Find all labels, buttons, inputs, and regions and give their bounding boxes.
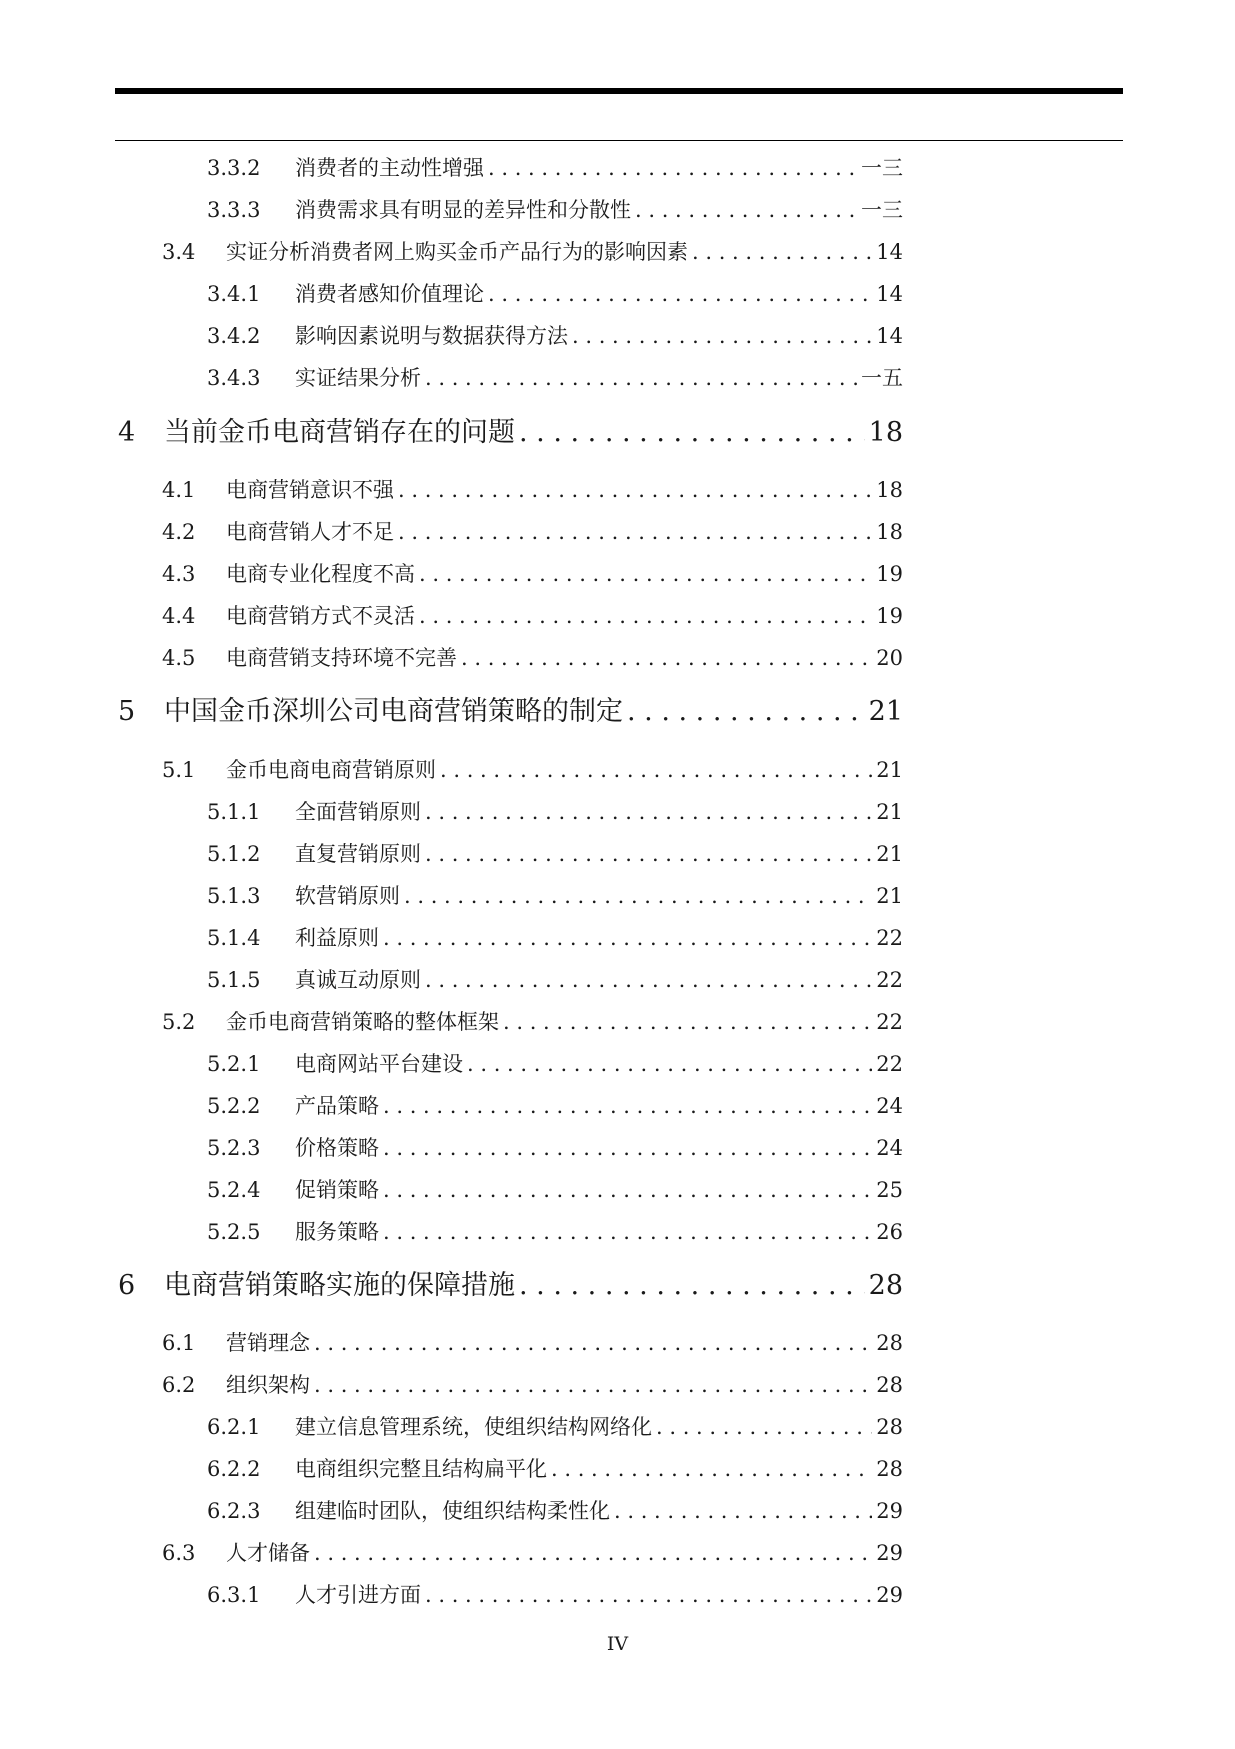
toc-page: 29 <box>876 1583 903 1607</box>
toc-page: 18 <box>868 417 903 448</box>
toc-title: 真诚互动原则 <box>295 968 421 992</box>
toc-page: 14 <box>876 324 903 348</box>
toc-number: 5 <box>118 696 136 727</box>
toc-number: 3.3.3 <box>207 198 261 222</box>
toc-title: 电商营销人才不足 <box>226 520 394 544</box>
toc-entry[interactable] <box>207 1174 903 1204</box>
toc-chapter-entry[interactable] <box>118 1263 903 1302</box>
toc-entry[interactable] <box>162 558 903 588</box>
toc-number: 5.1.4 <box>207 926 261 950</box>
toc-title: 当前金币电商营销存在的问题 <box>164 417 515 448</box>
toc-leader-dots <box>614 1499 872 1523</box>
toc-number: 5.1 <box>162 758 196 782</box>
toc-title: 实证结果分析 <box>295 366 421 390</box>
toc-title: 产品策略 <box>295 1094 379 1118</box>
toc-entry[interactable] <box>207 320 903 350</box>
toc-page: 22 <box>876 926 903 950</box>
toc-entry[interactable] <box>162 600 903 630</box>
toc-number: 4.1 <box>162 478 196 502</box>
toc-entry[interactable] <box>207 1579 903 1609</box>
toc-page: 21 <box>868 696 903 727</box>
toc-number: 5.1.5 <box>207 968 261 992</box>
toc-chapter-entry[interactable] <box>118 410 903 449</box>
toc-entry[interactable] <box>207 194 903 224</box>
toc-number: 6.2.2 <box>207 1457 261 1481</box>
toc-title: 组织架构 <box>226 1373 310 1397</box>
toc-number: 4.5 <box>162 646 196 670</box>
toc-number: 6.2.1 <box>207 1415 261 1439</box>
toc-leader-dots <box>425 968 872 992</box>
toc-page: 22 <box>876 1052 903 1076</box>
toc-leader-dots <box>572 324 872 348</box>
toc-title: 电商营销策略实施的保障措施 <box>164 1270 515 1301</box>
toc-title: 消费者的主动性增强 <box>295 156 484 180</box>
toc-page: 14 <box>876 240 903 264</box>
toc-number: 6 <box>118 1270 136 1301</box>
toc-page: 22 <box>876 1010 903 1034</box>
toc-page: 28 <box>876 1415 903 1439</box>
toc-title: 电商营销支持环境不完善 <box>226 646 457 670</box>
toc-title: 营销理念 <box>226 1331 310 1355</box>
toc-page: 19 <box>876 604 903 628</box>
toc-title: 消费需求具有明显的差异性和分散性 <box>295 198 631 222</box>
toc-number: 6.2 <box>162 1373 196 1397</box>
toc-entry[interactable] <box>162 1369 903 1399</box>
toc-leader-dots <box>440 758 872 782</box>
toc-title: 直复营销原则 <box>295 842 421 866</box>
toc-leader-dots <box>404 884 872 908</box>
toc-title: 电商网站平台建设 <box>295 1052 463 1076</box>
toc-title: 软营销原则 <box>295 884 400 908</box>
toc-title: 人才引进方面 <box>295 1583 421 1607</box>
toc-page: 25 <box>876 1178 903 1202</box>
toc-page: 26 <box>876 1220 903 1244</box>
toc-page: 29 <box>876 1499 903 1523</box>
toc-title: 金币电商电商营销原则 <box>226 758 436 782</box>
toc-page: 18 <box>876 520 903 544</box>
toc-leader-dots <box>425 1583 872 1607</box>
toc-title: 电商营销方式不灵活 <box>226 604 415 628</box>
toc-leader-dots <box>425 800 872 824</box>
toc-leader-dots <box>551 1457 872 1481</box>
toc-leader-dots <box>519 417 865 448</box>
toc-number: 5.1.3 <box>207 884 261 908</box>
toc-leader-dots <box>314 1331 872 1355</box>
toc-number: 5.2.2 <box>207 1094 261 1118</box>
page-number: IV <box>606 1633 629 1655</box>
toc-leader-dots <box>467 1052 872 1076</box>
toc-page: 一三 <box>861 198 903 222</box>
toc-title: 中国金币深圳公司电商营销策略的制定 <box>164 696 623 727</box>
toc-leader-dots <box>383 1220 872 1244</box>
toc-number: 6.3.1 <box>207 1583 261 1607</box>
toc-entry[interactable] <box>162 642 903 672</box>
toc-number: 3.4.1 <box>207 282 261 306</box>
toc-title: 组建临时团队，使组织结构柔性化 <box>295 1499 610 1523</box>
toc-entry[interactable] <box>207 922 903 952</box>
toc-title: 价格策略 <box>295 1136 379 1160</box>
toc-page: 29 <box>876 1541 903 1565</box>
toc-page: 21 <box>876 842 903 866</box>
toc-leader-dots <box>383 1094 872 1118</box>
toc-leader-dots <box>398 520 872 544</box>
toc-entry[interactable] <box>162 516 903 546</box>
toc-entry[interactable] <box>162 1327 903 1357</box>
toc-entry[interactable] <box>207 152 903 182</box>
toc-leader-dots <box>635 198 857 222</box>
toc-entry[interactable] <box>162 1006 903 1036</box>
toc-number: 5.1.2 <box>207 842 261 866</box>
toc-title: 实证分析消费者网上购买金币产品行为的影响因素 <box>226 240 688 264</box>
toc-leader-dots <box>398 478 872 502</box>
toc-number: 5.2 <box>162 1010 196 1034</box>
toc-page: 19 <box>876 562 903 586</box>
toc-title: 影响因素说明与数据获得方法 <box>295 324 568 348</box>
toc-page: 21 <box>876 884 903 908</box>
toc-leader-dots <box>488 156 857 180</box>
toc-title: 服务策略 <box>295 1220 379 1244</box>
toc-page: 21 <box>876 800 903 824</box>
toc-page: 14 <box>876 282 903 306</box>
toc-leader-dots <box>419 604 872 628</box>
toc-entry[interactable] <box>162 1537 903 1567</box>
toc-number: 5.1.1 <box>207 800 261 824</box>
toc-page: 18 <box>876 478 903 502</box>
toc-leader-dots <box>314 1373 872 1397</box>
toc-entry[interactable] <box>207 1090 903 1120</box>
toc-page: 24 <box>876 1094 903 1118</box>
toc-entry[interactable] <box>207 362 903 392</box>
toc-leader-dots <box>314 1541 872 1565</box>
toc-leader-dots <box>425 842 872 866</box>
toc-leader-dots <box>383 1178 872 1202</box>
toc-leader-dots <box>419 562 872 586</box>
toc-number: 4.2 <box>162 520 196 544</box>
toc-entry[interactable] <box>207 1216 903 1246</box>
toc-entry[interactable] <box>207 964 903 994</box>
toc-leader-dots <box>383 1136 872 1160</box>
toc-page: 28 <box>876 1373 903 1397</box>
toc-leader-dots <box>656 1415 872 1439</box>
toc-number: 6.2.3 <box>207 1499 261 1523</box>
toc-page: 20 <box>876 646 903 670</box>
toc-page: 24 <box>876 1136 903 1160</box>
toc-leader-dots <box>503 1010 872 1034</box>
toc-number: 4.4 <box>162 604 196 628</box>
toc-title: 电商组织完整且结构扁平化 <box>295 1457 547 1481</box>
toc-title: 电商专业化程度不高 <box>226 562 415 586</box>
toc-entry[interactable] <box>207 880 903 910</box>
toc-entry[interactable] <box>207 1048 903 1078</box>
toc-number: 3.4.2 <box>207 324 261 348</box>
toc-number: 5.2.1 <box>207 1052 261 1076</box>
toc-page: 22 <box>876 968 903 992</box>
toc-entry[interactable] <box>207 1411 903 1441</box>
toc-title: 利益原则 <box>295 926 379 950</box>
toc-page: 28 <box>868 1270 903 1301</box>
toc-title: 全面营销原则 <box>295 800 421 824</box>
toc-number: 5.2.3 <box>207 1136 261 1160</box>
toc-title: 电商营销意识不强 <box>226 478 394 502</box>
toc-title: 金币电商营销策略的整体框架 <box>226 1010 499 1034</box>
toc-entry[interactable] <box>207 1453 903 1483</box>
toc-leader-dots <box>461 646 872 670</box>
toc-title: 建立信息管理系统，使组织结构网络化 <box>295 1415 652 1439</box>
toc-leader-dots <box>519 1270 865 1301</box>
toc-entry[interactable] <box>207 838 903 868</box>
toc-entry[interactable] <box>207 1132 903 1162</box>
toc-leader-dots <box>425 366 857 390</box>
toc-number: 3.3.2 <box>207 156 261 180</box>
toc-page: 一三 <box>861 156 903 180</box>
toc-leader-dots <box>488 282 872 306</box>
toc-leader-dots <box>383 926 872 950</box>
toc-page: 一五 <box>861 366 903 390</box>
toc-entry[interactable] <box>162 474 903 504</box>
toc-leader-dots <box>692 240 872 264</box>
toc-entry[interactable] <box>207 278 903 308</box>
toc-number: 5.2.4 <box>207 1178 261 1202</box>
toc-number: 6.1 <box>162 1331 196 1355</box>
toc-chapter-entry[interactable] <box>118 689 903 728</box>
toc-number: 3.4.3 <box>207 366 261 390</box>
toc-number: 5.2.5 <box>207 1220 261 1244</box>
toc-entry[interactable] <box>207 796 903 826</box>
toc-entry[interactable] <box>207 1495 903 1525</box>
toc-title: 消费者感知价值理论 <box>295 282 484 306</box>
toc-number: 4.3 <box>162 562 196 586</box>
toc-page: 28 <box>876 1457 903 1481</box>
toc-leader-dots <box>627 696 865 727</box>
toc-page: 21 <box>876 758 903 782</box>
toc-page: 28 <box>876 1331 903 1355</box>
toc-entry[interactable] <box>162 236 903 266</box>
toc-number: 4 <box>118 417 136 448</box>
toc-title: 促销策略 <box>295 1178 379 1202</box>
toc-title: 人才储备 <box>226 1541 310 1565</box>
toc-entry[interactable] <box>162 754 903 784</box>
toc-number: 3.4 <box>162 240 196 264</box>
toc-number: 6.3 <box>162 1541 196 1565</box>
